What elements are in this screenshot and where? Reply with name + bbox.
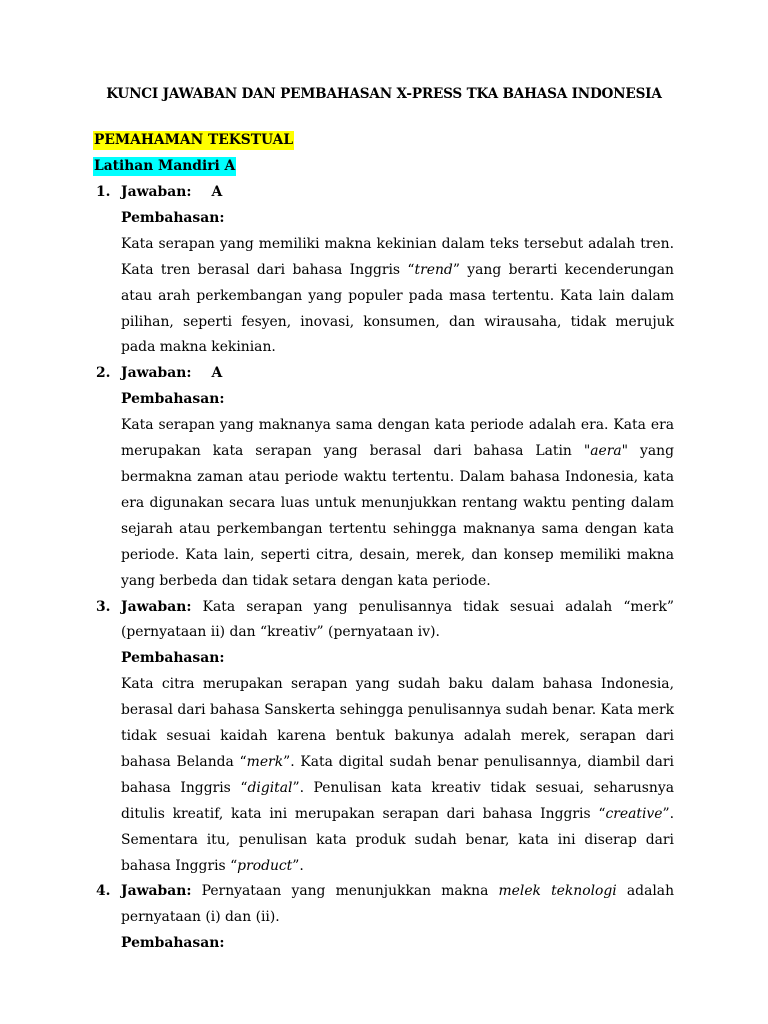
answer-list	[96, 180, 674, 957]
sub-heading-latihan-mandiri-a: Latihan Mandiri A	[94, 158, 236, 174]
item-number: 4.	[96, 883, 111, 900]
answer-italic: melek teknologi	[498, 883, 617, 900]
pembahasan-label: Pembahasan:	[121, 209, 225, 226]
answer-letter: A	[211, 184, 223, 200]
answer-text: Kata serapan yang penulisannya tidak sesuai adalah “merk” (pernyataan ii) dan “kreativ” (pernyataan iv).	[121, 598, 674, 641]
answer-letter: A	[211, 365, 223, 382]
pembahasan-label: Pembahasan:	[121, 391, 225, 408]
answer-line	[121, 595, 674, 647]
explanation-paragraph: Kata serapan yang memiliki makna kekinian dalam teks tersebut adalah tren. Kata tren berasal dari bahasa Inggris “trend” yang berarti kecenderungan atau arah perkembangan yang populer pada masa tertentu. Kata lain dalam pilihan, seperti fesyen, inovasi, konsumen, dan wirausaha, tidak merujuk pada makna kekinian.	[121, 235, 674, 356]
list-item	[96, 180, 674, 361]
item-number: 1.	[96, 184, 111, 200]
answer-line	[121, 180, 674, 206]
pembahasan-label: Pembahasan:	[121, 650, 225, 667]
list-item	[96, 361, 674, 594]
answer-label: Jawaban:	[121, 365, 192, 382]
answer-label: Jawaban:	[121, 184, 192, 200]
answer-label: Jawaban:	[121, 883, 192, 900]
answer-line	[121, 361, 674, 387]
pembahasan-label: Pembahasan:	[121, 935, 225, 952]
explanation-paragraph: Kata citra merupakan serapan yang sudah baku dalam bahasa Indonesia, berasal dari bahasa Sanskerta sehingga penulisannya sudah benar. Kata merk tidak sesuai kaidah karena bentuk bakunya adalah merek, serapan dari bahasa Belanda “merk”. Kata digital sudah benar penulisannya, diambil dari bahasa Inggris “digital”. Penulisan kata kreativ tidak sesuai, seharusnya ditulis kreatif, kata ini merupakan serapan dari bahasa Inggris “creative”. Sementara itu, penulisan kata produk sudah benar, kata ini diserap dari bahasa Inggris “product”.	[121, 676, 675, 874]
list-item	[96, 595, 674, 880]
document-title: KUNCI JAWABAN DAN PEMBAHASAN X-PRESS TKA BAHASA INDONESIA	[106, 86, 662, 102]
section-heading-pemahaman-tekstual: PEMAHAMAN TEKSTUAL	[94, 132, 294, 148]
item-number: 3.	[96, 598, 111, 615]
item-number: 2.	[96, 365, 111, 382]
explanation-paragraph: Kata serapan yang maknanya sama dengan kata periode adalah era. Kata era merupakan kata serapan yang berasal dari bahasa Latin "aera" yang bermakna zaman atau periode waktu tertentu. Dalam bahasa Indonesia, kata era digunakan secara luas untuk menunjukkan rentang waktu penting dalam sejarah atau perkembangan tertentu sehingga maknanya sama dengan kata periode. Kata lain, seperti citra, desain, merek, dan konsep memiliki makna yang berbeda dan tidak setara dengan kata periode.	[121, 417, 674, 589]
list-item	[96, 879, 674, 957]
answer-label: Jawaban:	[121, 598, 192, 615]
answer-line: Jawaban: Pernyataan yang menunjukkan makna melek teknologi adalah pernyataan (i) dan (ii).	[121, 883, 675, 926]
